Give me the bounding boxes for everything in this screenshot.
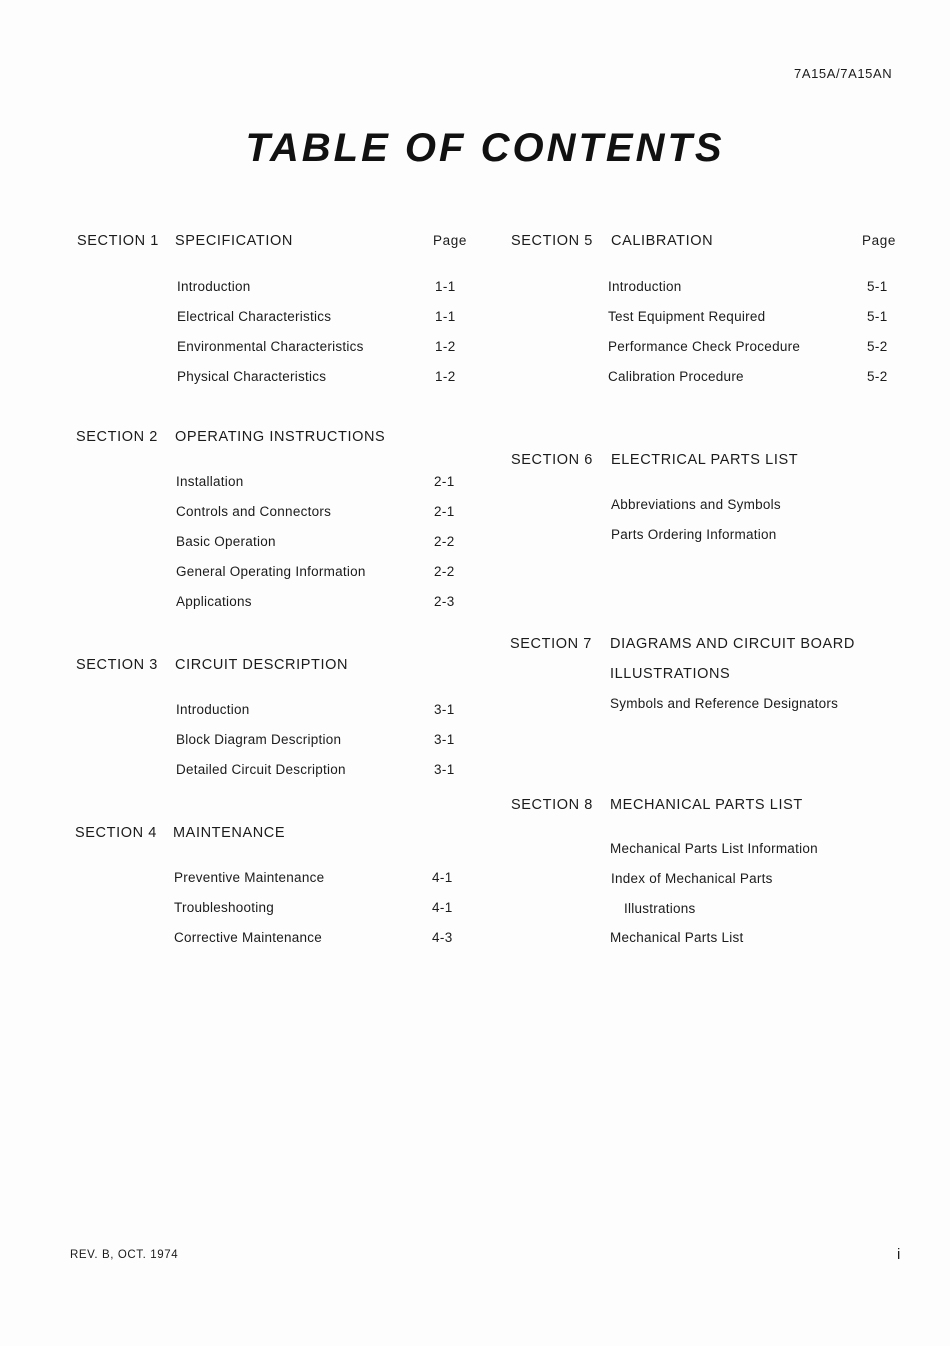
page-title: TABLE OF CONTENTS — [245, 126, 725, 170]
toc-entry-label: Preventive Maintenance — [174, 870, 325, 885]
toc-entry-label: Physical Characteristics — [177, 369, 327, 384]
toc-entry-label: Symbols and Reference Designators — [610, 696, 839, 711]
toc-entry-page: 5-1 — [867, 309, 888, 324]
toc-entry-page: 2-2 — [434, 564, 455, 579]
section-title: SPECIFICATION — [175, 233, 293, 249]
section-title: MECHANICAL PARTS LIST — [610, 797, 803, 813]
section-title: OPERATING INSTRUCTIONS — [175, 429, 386, 445]
section-number: SECTION 1 — [77, 233, 159, 249]
toc-entry-label: Introduction — [176, 702, 250, 717]
toc-entry-label: Index of Mechanical Parts — [611, 871, 773, 886]
section-title: DIAGRAMS AND CIRCUIT BOARD — [610, 636, 855, 652]
toc-entry-label: Parts Ordering Information — [611, 527, 777, 542]
toc-entry-page: 3-1 — [434, 762, 455, 777]
section-number: SECTION 6 — [511, 452, 593, 468]
toc-entry-label: Test Equipment Required — [608, 309, 766, 324]
toc-entry-label: Performance Check Procedure — [608, 339, 801, 354]
toc-entry-label: Mechanical Parts List Information — [610, 841, 818, 856]
section-title: MAINTENANCE — [173, 825, 286, 841]
toc-entry-label: Electrical Characteristics — [177, 309, 332, 324]
revision-note: REV. B, OCT. 1974 — [70, 1249, 179, 1261]
toc-entry-label: Basic Operation — [176, 534, 276, 549]
document-id: 7A15A/7A15AN — [794, 66, 893, 81]
toc-entry-label: Applications — [176, 594, 252, 609]
toc-entry-label: Environmental Characteristics — [177, 339, 364, 354]
section-title: CIRCUIT DESCRIPTION — [175, 657, 349, 673]
toc-entry-page: 5-2 — [867, 339, 888, 354]
toc-entry-label: Installation — [176, 474, 244, 489]
toc-entry-page: 3-1 — [434, 702, 455, 717]
toc-entry-label: Corrective Maintenance — [174, 930, 323, 945]
section-number: SECTION 5 — [511, 233, 593, 249]
toc-entry-label: Abbreviations and Symbols — [611, 497, 781, 512]
section-title: ELECTRICAL PARTS LIST — [611, 452, 799, 468]
section-number: SECTION 7 — [510, 636, 592, 652]
page-column-label: Page — [433, 233, 467, 248]
section-title-continued: ILLUSTRATIONS — [610, 666, 731, 682]
section-title: CALIBRATION — [611, 233, 714, 249]
toc-entry-label: Controls and Connectors — [176, 504, 332, 519]
toc-entry-label: Block Diagram Description — [176, 732, 342, 747]
toc-entry-page: 2-3 — [434, 594, 455, 609]
toc-entry-page: 2-1 — [434, 474, 455, 489]
toc-entry-label: Introduction — [177, 279, 251, 294]
toc-entry-label: Troubleshooting — [174, 900, 275, 915]
toc-entry-label: Detailed Circuit Description — [176, 762, 346, 777]
toc-entry-label: Calibration Procedure — [608, 369, 744, 384]
toc-entry-page: 1-2 — [435, 369, 456, 384]
toc-entry-page: 2-2 — [434, 534, 455, 549]
toc-entry-label: Mechanical Parts List — [610, 930, 744, 945]
toc-entry-page: 1-1 — [435, 309, 456, 324]
toc-entry-page: 4-1 — [432, 900, 453, 915]
toc-entry-page: 3-1 — [434, 732, 455, 747]
section-number: SECTION 3 — [76, 657, 158, 673]
toc-entry-page: 2-1 — [434, 504, 455, 519]
toc-entry-page: 5-2 — [867, 369, 888, 384]
toc-entry-page: 4-3 — [432, 930, 453, 945]
toc-entry-label: Illustrations — [624, 901, 696, 916]
section-number: SECTION 8 — [511, 797, 593, 813]
toc-entry-page: 1-2 — [435, 339, 456, 354]
section-number: SECTION 4 — [75, 825, 157, 841]
page-column-label: Page — [862, 233, 896, 248]
toc-entry-page: 5-1 — [867, 279, 888, 294]
toc-entry-label: General Operating Information — [176, 564, 366, 579]
toc-entry-page: 4-1 — [432, 870, 453, 885]
page-number: i — [897, 1246, 901, 1263]
toc-entry-label: Introduction — [608, 279, 682, 294]
section-number: SECTION 2 — [76, 429, 158, 445]
toc-entry-page: 1-1 — [435, 279, 456, 294]
